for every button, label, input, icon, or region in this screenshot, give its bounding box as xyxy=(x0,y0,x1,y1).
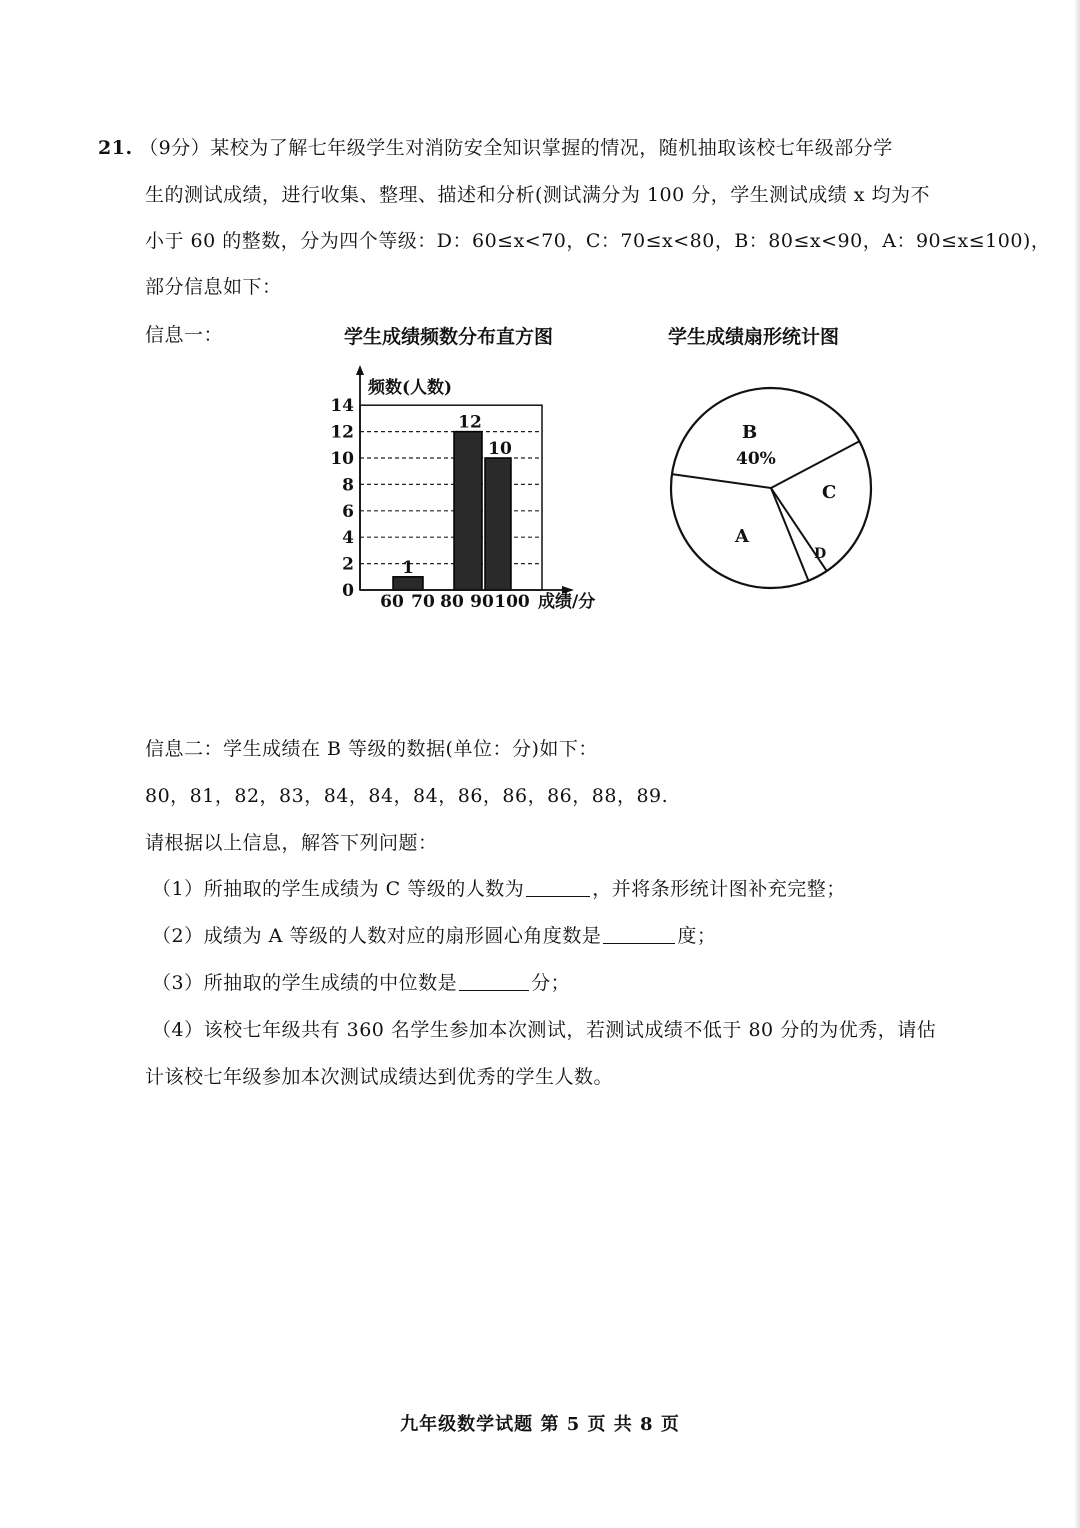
pie-label-b-percent: 40% xyxy=(736,449,776,469)
histogram-bar xyxy=(485,458,511,590)
pie-label-a: A xyxy=(735,526,749,547)
histogram-y-axis-arrow xyxy=(356,365,364,375)
histogram-y-tick-label: 8 xyxy=(342,475,354,496)
histogram-chart xyxy=(300,355,620,625)
histogram-bar-label: 12 xyxy=(458,412,482,433)
histogram-y-tick-label: 4 xyxy=(342,528,354,549)
histogram-y-axis-label: 频数(人数) xyxy=(368,378,453,398)
sub-question-4-line-2: 计该校七年级参加本次测试成绩达到优秀的学生人数。 xyxy=(145,1066,614,1088)
pie-label-b: B xyxy=(742,422,758,443)
sub1-text: （1）所抽取的学生成绩为 C 等级的人数为 xyxy=(152,878,525,900)
histogram-bar-label: 1 xyxy=(402,557,414,578)
question-text-1: （9分）某校为了解七年级学生对消防安全知识掌握的情况，随机抽取该校七年级部分学 xyxy=(139,137,893,159)
histogram-bar xyxy=(393,577,423,590)
histogram-x-tick-label: 70 xyxy=(411,592,435,612)
pie-title: 学生成绩扇形统计图 xyxy=(668,326,840,348)
pie-label-c: C xyxy=(822,482,837,503)
scan-edge-shadow xyxy=(1074,0,1080,1528)
sub-question-4-line-1: （4）该校七年级共有 360 名学生参加本次测试，若测试成绩不低于 80 分的为优秀，请估 xyxy=(152,1019,937,1041)
histogram-y-tick-label: 0 xyxy=(342,581,354,601)
histogram-y-tick-label: 6 xyxy=(342,501,354,522)
sub-question-2 xyxy=(152,921,716,951)
histogram-y-tick-label: 10 xyxy=(330,449,354,469)
histogram-x-tick-label: 60 xyxy=(380,592,404,612)
histogram-frame xyxy=(360,405,542,590)
histogram-y-tick-label: 12 xyxy=(330,422,354,443)
sub3-suffix: 分； xyxy=(531,972,571,994)
histogram-x-tick-label: 100 xyxy=(494,592,530,612)
sub2-text: （2）成绩为 A 等级的人数对应的扇形圆心角度数是 xyxy=(152,925,602,947)
question-line-2: 生的测试成绩，进行收集、整理、描述和分析(测试满分为 100 分，学生测试成绩 x 均为不 xyxy=(145,184,931,206)
histogram-title: 学生成绩频数分布直方图 xyxy=(344,326,554,348)
histogram-x-tick-label: 80 xyxy=(440,592,464,612)
sub-question-3 xyxy=(152,968,570,998)
histogram-bar xyxy=(454,432,482,590)
instruction: 请根据以上信息，解答下列问题： xyxy=(145,832,438,854)
pie-label-d: D xyxy=(814,546,827,562)
pie-chart xyxy=(660,380,890,600)
histogram-x-tick-label: 90 xyxy=(470,592,494,612)
answer-blank-1[interactable] xyxy=(526,876,590,897)
sub1-suffix: ，并将条形统计图补充完整； xyxy=(592,878,846,900)
page-footer: 九年级数学试题 第 5 页 共 8 页 xyxy=(400,1414,680,1435)
histogram-x-axis-label: 成绩/分 xyxy=(538,592,596,612)
info1-label: 信息一： xyxy=(145,324,224,346)
sub-question-1 xyxy=(152,874,846,904)
sub2-suffix: 度； xyxy=(677,925,717,947)
info2-label: 信息二：学生成绩在 B 等级的数据(单位：分)如下： xyxy=(145,738,598,760)
histogram-bar-label: 10 xyxy=(488,439,512,459)
question-line-3: 小于 60 的整数，分为四个等级：D：60≤x<70，C：70≤x<80，B：80≤x<90，A：90≤x≤100)， xyxy=(145,230,1051,252)
sub3-text: （3）所抽取的学生成绩的中位数是 xyxy=(152,972,458,994)
question-line-1 xyxy=(98,133,893,163)
histogram-y-tick-label: 2 xyxy=(342,554,354,575)
question-line-4: 部分信息如下： xyxy=(145,276,282,298)
info2-data: 80，81，82，83，84，84，84，86，86，86，88，89. xyxy=(145,785,669,807)
question-number: 21. xyxy=(98,137,133,159)
answer-blank-2[interactable] xyxy=(603,923,675,944)
answer-blank-3[interactable] xyxy=(459,970,529,991)
histogram-y-tick-label: 14 xyxy=(330,396,354,417)
